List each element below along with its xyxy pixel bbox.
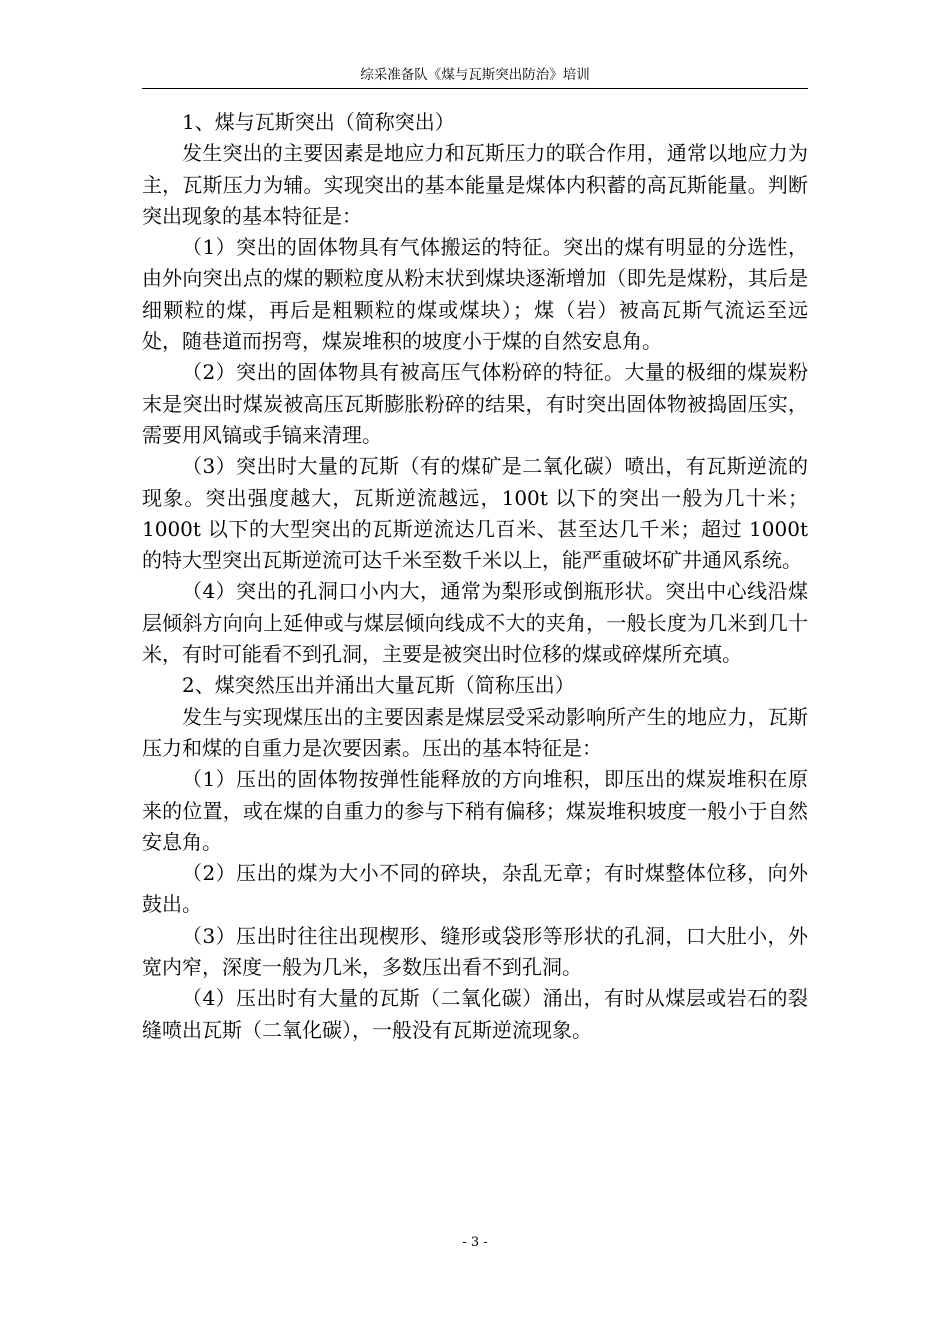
paragraph-extrusion-feature-3: （3）压出时往往出现楔形、缝形或袋形等形状的孔洞，口大肚小，外宽内窄，深度一般为几米，多数压出看不到孔洞。 bbox=[142, 923, 808, 980]
page-footer bbox=[0, 1235, 950, 1251]
paragraph-extrusion-feature-2: （2）压出的煤为大小不同的碎块，杂乱无章；有时煤整体位移，向外鼓出。 bbox=[142, 861, 808, 917]
paragraph-extrusion-feature-1: （1）压出的固体物按弹性能释放的方向堆积，即压出的煤炭堆积在原来的位置，或在煤的自重力的参与下稍有偏移；煤炭堆积坡度一般小于自然安息角。 bbox=[142, 767, 808, 854]
page-number: - 3 - bbox=[462, 1235, 488, 1250]
header-title: 综采准备队《煤与瓦斯突出防治》培训 bbox=[360, 67, 590, 83]
page-header bbox=[142, 66, 808, 89]
paragraph-outburst-feature-3: （3）突出时大量的瓦斯（有的煤矿是二氧化碳）喷出，有瓦斯逆流的现象。突出强度越大，瓦斯逆流越远，100t 以下的突出一般为几十米；1000t 以下的大型突出的瓦斯逆流达几百米、甚至达几千米；超过 1000t 的特大型突出瓦斯逆流可达千米至数千米以上，能严重破坏矿井通风系统。 bbox=[142, 454, 808, 573]
paragraph-outburst-feature-1: （1）突出的固体物具有气体搬运的特征。突出的煤有明显的分选性，由外向突出点的煤的颗粒度从粉末状到煤块逐渐增加（即先是煤粉，其后是细颗粒的煤，再后是粗颗粒的煤或煤块）；煤（岩）被高瓦斯气流运至远处，随巷道而拐弯，煤炭堆积的坡度小于煤的自然安息角。 bbox=[142, 235, 808, 354]
paragraph-outburst-feature-2: （2）突出的固体物具有被高压气体粉碎的特征。大量的极细的煤炭粉末是突出时煤炭被高压瓦斯膨胀粉碎的结果，有时突出固体物被捣固压实，需要用风镐或手镐来清理。 bbox=[142, 360, 808, 447]
section-heading-outburst: 1、煤与瓦斯突出（简称突出） bbox=[182, 110, 455, 134]
document-body bbox=[142, 107, 808, 1046]
paragraph-outburst-feature-4: （4）突出的孔洞口小内大，通常为梨形或倒瓶形状。突出中心线沿煤层倾斜方向向上延伸或与煤层倾向线成不大的夹角，一般长度为几米到几十米，有时可能看不到孔洞，主要是被突出时位移的煤或碎煤所充填。 bbox=[142, 579, 808, 667]
paragraph-extrusion-feature-4: （4）压出时有大量的瓦斯（二氧化碳）涌出，有时从煤层或岩石的裂缝喷出瓦斯（二氧化碳），一般没有瓦斯逆流现象。 bbox=[142, 986, 808, 1042]
paragraph-extrusion-factors: 发生与实现煤压出的主要因素是煤层受采动影响所产生的地应力，瓦斯压力和煤的自重力是次要因素。压出的基本特征是： bbox=[142, 704, 808, 760]
section-heading-extrusion: 2、煤突然压出并涌出大量瓦斯（简称压出） bbox=[182, 673, 575, 698]
paragraph-outburst-factors: 发生突出的主要因素是地应力和瓦斯压力的联合作用，通常以地应力为主，瓦斯压力为辅。实现突出的基本能量是煤体内积蓄的高瓦斯能量。判断突出现象的基本特征是： bbox=[142, 141, 808, 228]
